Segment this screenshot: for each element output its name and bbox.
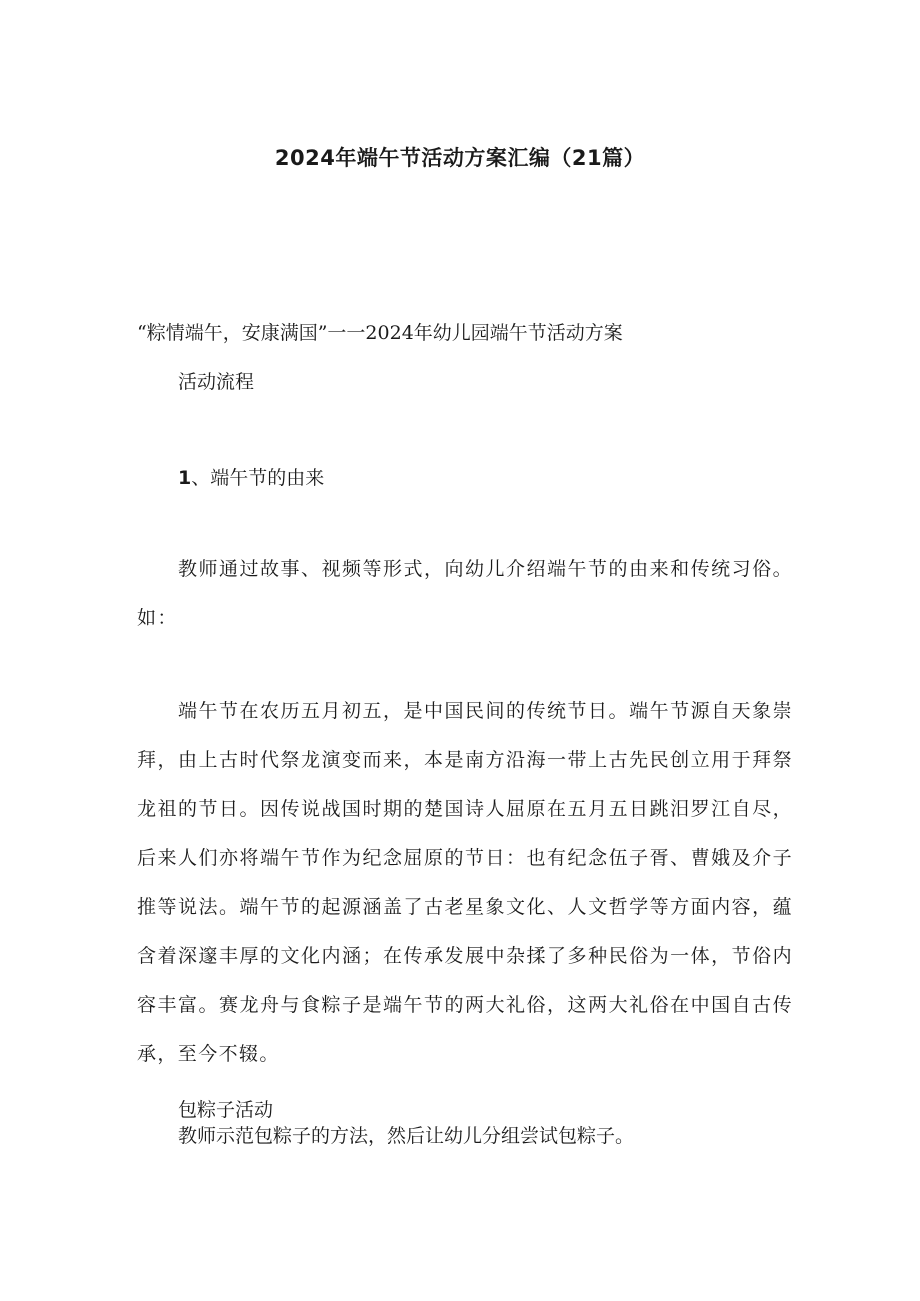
item-number: 1 bbox=[178, 467, 192, 489]
item-heading-origin bbox=[178, 463, 324, 490]
item-label: 、端午节的由来 bbox=[191, 467, 325, 489]
activity-description-zongzi: 教师示范包粽子的方法，然后让幼儿分组尝试包粽子。 bbox=[178, 1125, 635, 1147]
activity-plan-subtitle: “粽情端午，安康满国”一一2024年幼儿园端午节活动方案 bbox=[137, 322, 623, 344]
paragraph-introduction: 教师通过故事、视频等形式，向幼儿介绍端午节的由来和传统习俗。如： bbox=[137, 558, 793, 629]
section-heading-process: 活动流程 bbox=[178, 371, 255, 393]
paragraph-festival-origin: 端午节在农历五月初五，是中国民间的传统节日。端午节源自天象崇拜，由上古时代祭龙演变而来，本是南方沿海一带上古先民创立用于拜祭龙祖的节日。因传说战国时期的楚国诗人屈原在五月五日跳汨罗江自尽，后来人们亦将端午节作为纪念屈原的节日：也有纪念伍子胥、曹娥及介子推等说法。端午节的起源涵盖了古老星象文化、人文哲学等方面内容，蕴含着深邃丰厚的文化内涵；在传承发展中杂揉了多种民俗为一体，节俗内容丰富。赛龙舟与食粽子是端午节的两大礼俗，这两大礼俗在中国自古传承，至今不辍。 bbox=[137, 700, 793, 1065]
document-title: 2024年端午节活动方案汇编（21篇） bbox=[274, 146, 646, 170]
activity-heading-zongzi: 包粽子活动 bbox=[178, 1099, 274, 1121]
